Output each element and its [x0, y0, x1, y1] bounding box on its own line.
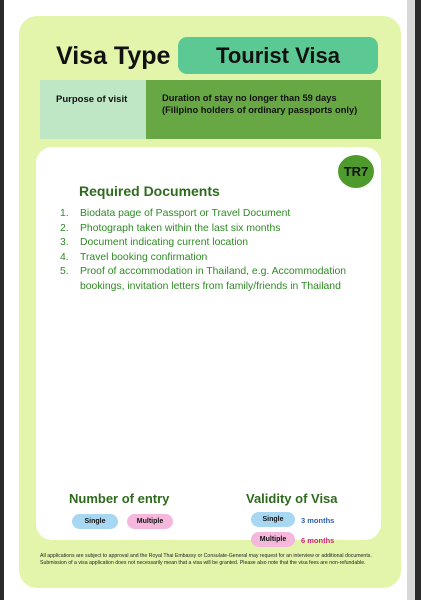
list-item	[60, 251, 380, 266]
list-item	[60, 265, 380, 294]
entry-multiple-label: Multiple	[136, 518, 164, 525]
entry-single-label: Single	[84, 518, 106, 525]
page-edge-left	[0, 0, 4, 600]
validity-single-duration: 3 months	[301, 516, 335, 525]
list-item-number: 4.	[60, 251, 69, 263]
list-item	[60, 236, 380, 251]
list-item-text: Document indicating current location	[80, 237, 249, 248]
page-edge-right-shadow	[407, 0, 415, 600]
validity-of-visa-title: Validity of Visa	[246, 491, 338, 506]
list-item-text: Biodata page of Passport or Travel Document	[80, 208, 291, 219]
list-item-text: Photograph taken within the last six months	[80, 222, 281, 234]
validity-single-badge	[251, 512, 295, 527]
validity-single-label: Single	[262, 516, 284, 523]
purpose-value	[162, 92, 357, 116]
visa-code-badge	[338, 155, 374, 188]
entry-multiple-badge	[127, 514, 173, 529]
required-documents-list	[60, 207, 380, 294]
list-item-text: Proof of accommodation in Thailand, e.g. Accommodation bookings, invitation letters from family/friends in Thailand	[80, 266, 347, 292]
list-item-number: 1.	[60, 208, 69, 219]
list-item-text: Travel booking confirmation	[80, 251, 208, 263]
validity-multiple-duration: 6 months	[301, 536, 335, 545]
number-of-entry-title: Number of entry	[69, 491, 170, 506]
validity-multiple-badge	[251, 532, 295, 547]
visa-type-label: Visa Type	[56, 42, 171, 70]
content-panel	[36, 147, 381, 540]
disclaimer-text: All applications are subject to approval and the Royal Thai Embassy or Consulate-General may request for an interview or additional documents. Submission of a visa application does not necessarily mean that a visa will be granted. Please also note that the visa fees are non-refundable.	[40, 553, 372, 566]
list-item-number: 5.	[60, 266, 69, 277]
visa-code-text: TR7	[343, 164, 369, 179]
validity-multiple-label: Multiple	[259, 536, 287, 543]
purpose-label-box	[40, 80, 146, 139]
list-item	[60, 222, 380, 237]
list-item	[60, 207, 380, 222]
required-documents-title: Required Documents	[79, 183, 220, 199]
purpose-value-line1: Duration of stay no longer than 59 days	[162, 93, 337, 103]
list-item-number: 2.	[60, 222, 69, 234]
visa-name-badge	[178, 37, 378, 74]
purpose-value-line2: (Filipino holders of ordinary passports only)	[162, 105, 358, 115]
page-edge-right	[415, 0, 421, 600]
purpose-label: Purpose of visit	[56, 94, 128, 105]
entry-single-badge	[72, 514, 118, 529]
list-item-number: 3.	[60, 237, 69, 248]
visa-name-text: Tourist Visa	[216, 42, 340, 68]
purpose-value-box	[146, 80, 381, 139]
